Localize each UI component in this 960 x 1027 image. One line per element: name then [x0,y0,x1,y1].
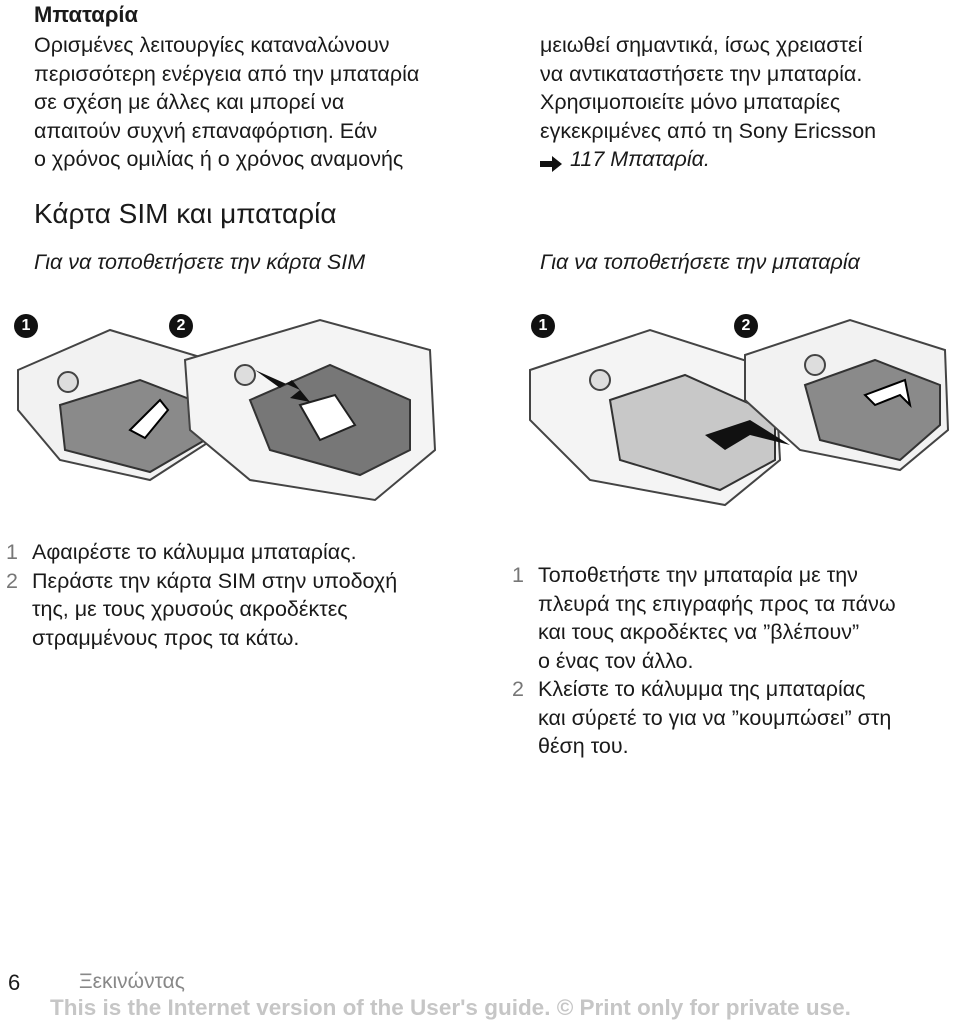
battery-illustration [520,310,960,510]
battery-heading: Μπαταρία [34,2,139,27]
section-title: Κάρτα SIM και μπαταρία [34,198,337,229]
list-item: 1 Αφαιρέστε το κάλυμμα μπαταρίας. [6,540,357,564]
list-item: 2 Κλείστε το κάλυμμα της μπαταρίας και σύρετέ το για να ”κουμπώσει” στη θέση του. [512,677,892,758]
list-item: 1 Τοποθετήστε την μπαταρία με την πλευρά της επιγραφής προς τα πάνω και τους ακροδέκτες να ”βλέπουν” ο ένας τον άλλο. [512,563,896,673]
battery-xref-link[interactable]: 117 Μπαταρία. [570,147,710,171]
battery-steps [512,561,960,761]
sim-steps [6,538,476,652]
battery-paragraph-right: μειωθεί σημαντικά, ίσως χρειαστεί να αντικαταστήσετε την μπαταρία. Χρησιμοποιείτε μόνο μπαταρίες εγκεκριμένες από τη Sony Ericsson 117 Μπαταρία. [540,31,876,174]
arrow-right-icon [540,151,562,167]
battery-subtitle: Για να τοποθετήσετε την μπαταρία [540,250,860,274]
watermark: This is the Internet version of the User's guide. © Print only for private use. [50,995,851,1020]
step-badge-1: 1 [531,314,555,338]
phone-cover-removal [18,330,212,480]
sim-illustration [0,310,480,510]
phone-sim-insert [185,320,435,500]
sim-subtitle: Για να τοποθετήσετε την κάρτα SIM [34,250,366,274]
section-name: Ξεκινώντας [79,970,185,993]
step-badge-2: 2 [169,314,193,338]
page-number: 6 [8,970,21,995]
list-item: 2 Περάστε την κάρτα SIM στην υποδοχή της, με τους χρυσούς ακροδέκτες στραμμένους προς τα κάτω. [6,568,398,650]
step-badge-1: 1 [14,314,38,338]
step-badge-2: 2 [734,314,758,338]
battery-paragraph-left: Ορισμένες λειτουργίες καταναλώνουν περισσότερη ενέργεια από την μπαταρία σε σχέση με άλλες και μπορεί να απαιτούν συχνή επαναφόρτιση. Εάν ο χρόνος ομιλίας ή ο χρόνος αναμονής [34,33,420,171]
